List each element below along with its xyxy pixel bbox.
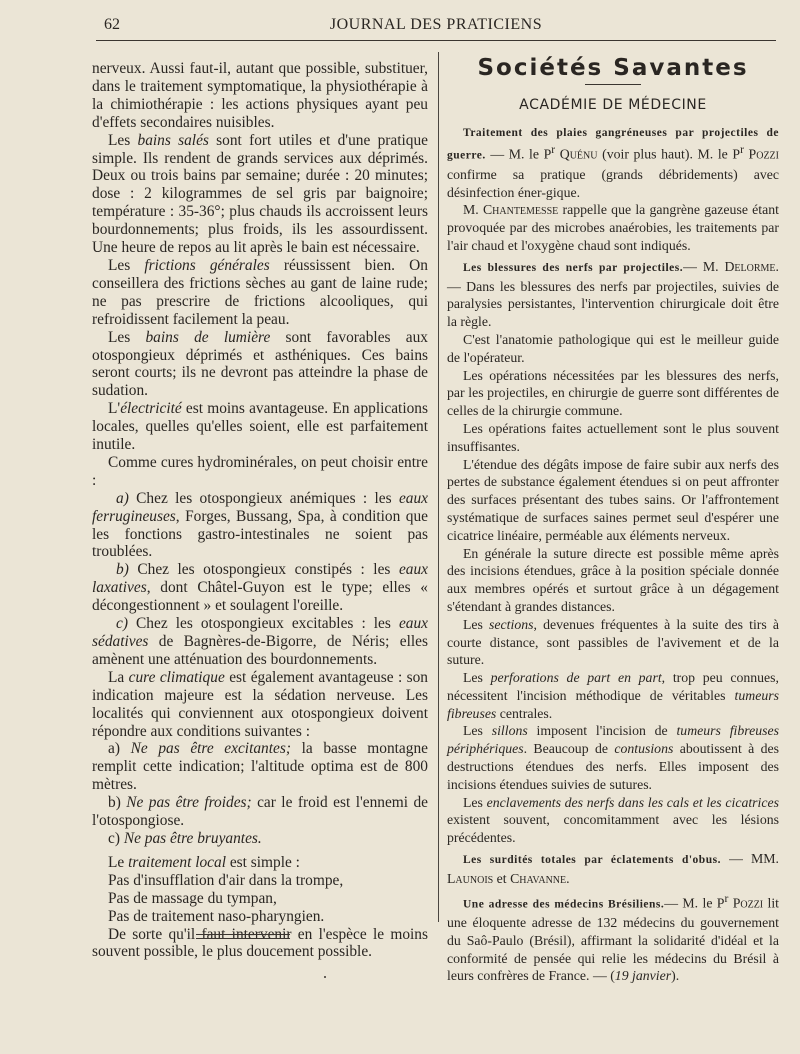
paragraph-enclavements: Les enclavements des nerfs dans les cals et les cicatrices existent souvent, concomitamment avec les lésions précédentes. — [447, 794, 780, 846]
end-rule — [196, 938, 290, 939]
report-chantemesse: M. Chantemesse rappelle que la gangrène gazeuse étant provoquée par des microbes anaérobies, les traitements par l'air chaud et l'oxygène chaud sont indiqués. — [447, 202, 779, 253]
paragraph: nerveux. Aussi faut-il, autant que possible, substituer, dans le traitement symptomatique, la physiothérapie à la chimiothérapie : les actions physiques ayant peu d'effets secondaires nuisibles. — [92, 60, 428, 131]
paragraph-sillons: Les sillons imposent l'incision de tumeurs fibreuses périphériques. Beaucoup de contusions aboutissent à des destructions étendues des nerfs. Elles imposent des incisions étendues suivies de sutures. — [447, 723, 780, 792]
column-divider — [438, 52, 439, 922]
paragraph: En générale la suture directe est possible même après des incisions étendues, grâce à la position spéciale donnée aux membres opérés et surtout grâce à un dégagement s'étendant à grandes distances. — [447, 545, 779, 614]
paragraph-conclusion: De sorte qu'il faut intervenir en l'espèce le moins souvent possible, le plus doucement possible. — [92, 925, 428, 961]
list-item-a: a) Chez les otospongieux anémiques : les eaux ferrugineuses, Forges, Bussang, Spa, à condition que les fonctions gastro-intestinales ne soient pas troublées. — [92, 489, 428, 561]
report-nerfs: Les blessures des nerfs par projectiles.— M. Delorme. — Dans les blessures des nerfs par projectiles, suivies de paralysies persistantes, l'intervention chirurgicale doit être la règle. — [447, 258, 779, 330]
academy-heading: ACADÉMIE DE MÉDECINE — [519, 96, 707, 113]
condition-a: a) Ne pas être excitantes; la basse montagne remplit cette indication; l'altitude optima est de 800 mètres. — [92, 740, 428, 794]
paragraph: Les opérations faites actuellement sont le plus souvent insuffisantes. — [447, 420, 779, 454]
journal-title: JOURNAL DES PRATICIENS — [329, 16, 543, 33]
paragraph: C'est l'anatomie pathologique qui est le meilleur guide de l'opérateur. — [447, 331, 779, 365]
paragraph: Les opérations nécessitées par les blessures des nerfs, par les projectiles, en chirurgie de guerre sont différentes de celles de la chirurgie commune. — [447, 367, 779, 419]
paragraph-sections: Les sections, devenues fréquentes à la suite des tirs à courte distance, sont passibles de l'avivement et de la suture. — [447, 616, 779, 668]
paragraph-perforations: Les perforations de part en part, trop peu connues, nécessitent l'incision méthodique de véritables tumeurs fibreuses centrales. — [447, 670, 780, 721]
report-plaies: Traitement des plaies gangréneuses par projectiles de guerre. — M. le $P^r$ Quénu (voir plus haut). M. le $P^r$ Pozzi confirme sa pratique (grands débridements) avec désinfection éner-gique. — [447, 126, 779, 200]
left-column — [92, 60, 428, 961]
condition-b: b) Ne pas être froides; car le froid est l'ennemi de l'otospongiose. — [92, 794, 429, 830]
list-line: Pas d'insufflation d'air dans la trompe, — [108, 871, 344, 889]
end-rule — [196, 934, 290, 935]
speck — [324, 976, 326, 978]
paragraph-electricite: L'électricité est moins avantageuse. En applications locales, quelles qu'elles soient, elle est parfaitement inutile. — [92, 400, 428, 454]
condition-c: c) Ne pas être bruyantes. — [108, 829, 262, 847]
list-item-b: b) Chez les otospongieux constipés : les eaux laxatives, dont Châtel-Guyon est le type; elles « décongestionnent » et soulagent l'oreille. — [92, 561, 428, 615]
title-rule — [585, 84, 641, 85]
paragraph: L'étendue des dégâts impose de faire subir aux nerfs des pertes de substance également étendues si on peut affronter des surfaces présentant des tubes sains. Or l'affrontement systématique de surfaces saines permet seul d'espérer une cicatrice linéaire, perméable aux éléments nerveux. — [447, 456, 779, 543]
list-item-c: c) Chez les otospongieux excitables : les eaux sédatives de Bagnères-de-Bigorre, de Néris; elles amènent une atténuation des bourdonnements. — [92, 615, 428, 668]
section-title: Sociétés Savantes — [477, 55, 749, 81]
paragraph-cures: Comme cures hydrominérales, on peut choisir entre : — [92, 453, 428, 489]
paragraph-bains-sales: Les bains salés sont fort utiles et d'une pratique simple. Ils rendent de grands services aux déprimés. Deux ou trois bains par semaine; durée : 20 minutes; dose : 2 kilogrammes de sel gris par baignoire; température : 35-36°; plus chauds ils accroissent leurs bourdonnements; plus froids, ils les assourdissent. Une heure de repos au lit après le bain est nécessaire. — [92, 131, 428, 257]
report-adresse: Une adresse des médecins Brésiliens.— M. le $P^r$ Pozzi lit une éloquente adresse de 132 médecins du gouvernement du Saô-Paulo (Brésil), affirmant la solidarité d'idéal et la conformité de pensée qui relie les médecins du Brésil à leurs confrères de France. — (19 janvier). — [447, 892, 779, 984]
list-line: Pas de massage du tympan, — [108, 889, 277, 907]
running-header — [96, 12, 776, 38]
right-column — [447, 55, 780, 985]
report-surdites: Les surdités totales par éclatements d'obus. — MM. Launois et Chavanne. — [447, 851, 779, 886]
paragraph-traitement-local: Le traitement local est simple : — [108, 853, 300, 871]
list-line: Pas de traitement naso-pharyngien. — [108, 907, 325, 925]
paragraph-cure-climatique: La cure climatique est également avantageuse : son indication majeure est la sédation nerveuse. Les localités qui conviennent aux otospongieux doivent répondre aux conditions suivantes : — [92, 668, 428, 740]
paragraph-frictions: Les frictions générales réussissent bien. On conseillera des frictions sèches au gant de laine rude; ne pas prescrire de frictions alcooliques, qui refroidissent facilement la peau. — [92, 256, 428, 328]
header-rule — [96, 40, 776, 41]
page-number: 62 — [104, 16, 120, 33]
paragraph-bains-lumiere: Les bains de lumière sont favorables aux otospongieux déprimés et asthéniques. Ces bains seront courts; ils ne devront pas atteindre la phase de sudation. — [92, 328, 428, 400]
